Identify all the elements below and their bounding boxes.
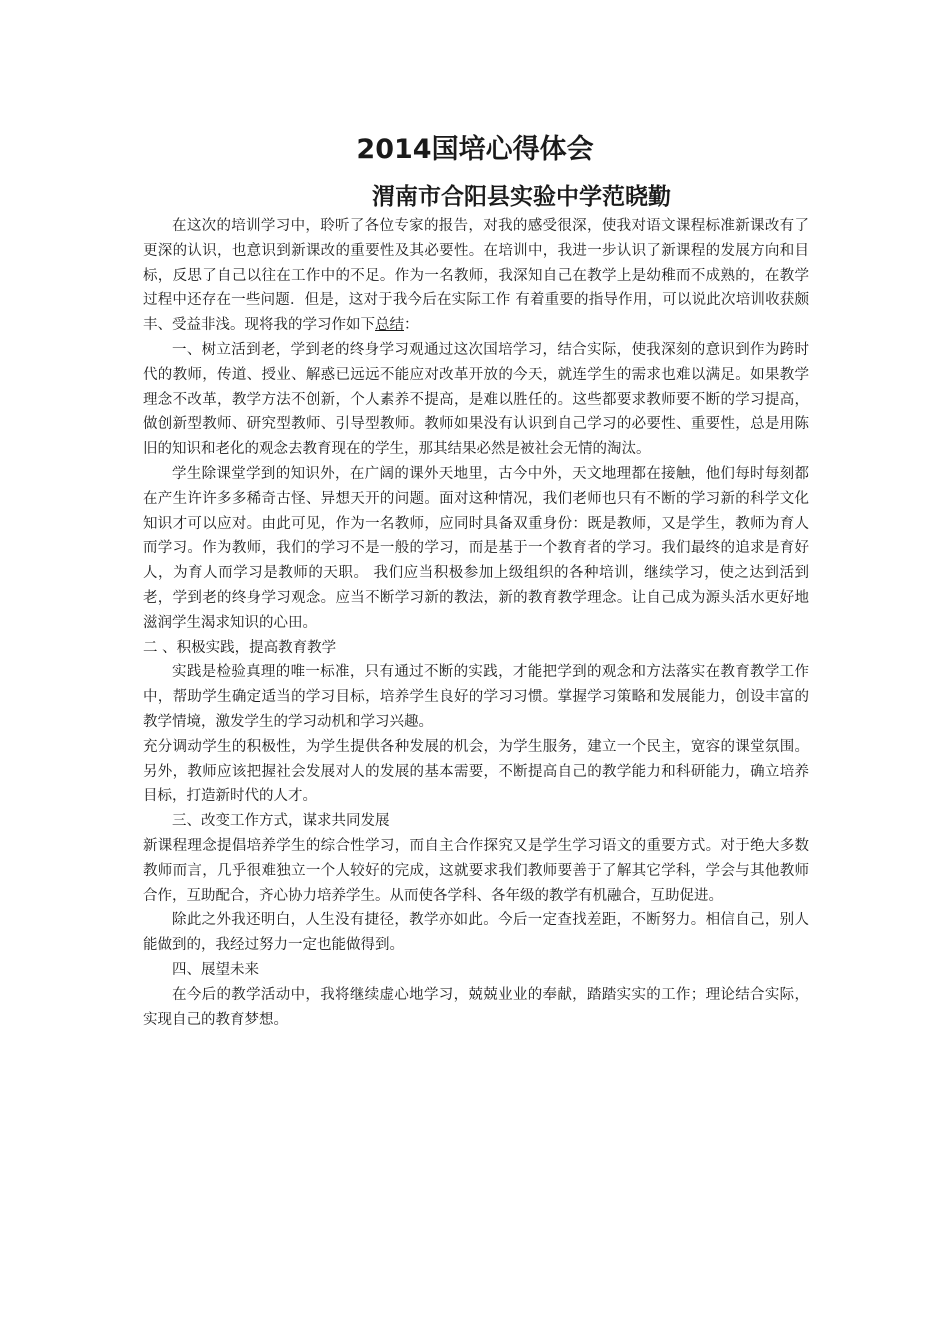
section1-paragraph-2: 学生除课堂学到的知识外，在广阔的课外天地里，古今中外，天文地理都在接触，他们每时每刻都在产生许许多多稀奇古怪、异想天开的问题。面对这种情况，我们老师也只有不断的学习新的科学文化知识才可以应对。由此可见，作为一名教师，应同时具备双重身份：既是教师，又是学生，教师为育人而学习。作为教师，我们的学习不是一般的学习，而是基于一个教育者的学习。我们最终的追求是育好人，为育人而学习是教师的天职。 我们应当积极参加上级组织的各种培训，继续学习，使之达到活到老，学到老的终身学习观念。应当不断学习新的教法，新的教育教学理念。让自己成为源头活水更好地滋润学生渴求知识的心田。: [143, 465, 809, 631]
section2-paragraph-1: 实践是检验真理的唯一标准，只有通过不断的实践，才能把学到的观念和方法落实在教育教学工作中，帮助学生确定适当的学习目标，培养学生良好的学习习惯。掌握学习策略和发展能力，创设丰富的教学情境，激发学生的学习动机和学习兴趣。: [143, 664, 809, 730]
underlined-word: 总结: [375, 317, 404, 334]
section3-paragraph-2: 除此之外我还明白，人生没有捷径，教学亦如此。今后一定查找差距，不断努力。相信自己，别人能做到的，我经过努力一定也能做得到。: [143, 912, 809, 954]
intro-paragraph: [143, 214, 809, 338]
document-body: [143, 214, 809, 1032]
author-line: 渭南市合阳县实验中学范晓勤: [372, 184, 671, 210]
section3-heading: 三、改变工作方式，谋求共同发展: [172, 813, 390, 830]
section4-paragraph-1: 在今后的教学活动中，我将继续虚心地学习，兢兢业业的奉献，踏踏实实的工作；理论结合实际，实现自己的教育梦想。: [143, 986, 809, 1028]
intro-end: ：: [404, 317, 419, 334]
section2-paragraph-2: 充分调动学生的积极性，为学生提供各种发展的机会，为学生服务，建立一个民主，宽容的课堂氛围。另外，教师应该把握社会发展对人的发展的基本需要，不断提高自己的教学能力和科研能力，确立培养目标，打造新时代的人才。: [143, 738, 809, 805]
section4-heading: 四、展望未来: [172, 961, 259, 978]
intro-text: 在这次的培训学习中，聆听了各位专家的报告，对我的感受很深，使我对语文课程标准新课改有了更深的认识，也意识到新课改的重要性及其必要性。在培训中，我进一步认识了新课程的发展方向和目标，反思了自己以往在工作中的不足。作为一名教师，我深知自己在教学上是幼稚而不成熟的，在教学过程中还存在一些问题．但是，这对于我今后在实际工作 有着重要的指导作用，可以说此次培训收获颇丰、受益非浅。现将我的学习作如下: [143, 218, 809, 334]
document-title: 2014国培心得体会: [356, 134, 594, 165]
section1-paragraph-1: 一、树立活到老，学到老的终身学习观通过这次国培学习，结合实际，使我深刻的意识到作为跨时代的教师，传道、授业、解惑已远远不能应对改革开放的今天，就连学生的需求也难以满足。如果教学理念不改革，教学方法不创新，个人素养不提高，是难以胜任的。这些都要求教师要不断的学习提高，做创新型教师、研究型教师、引导型教师。教师如果没有认识到自己学习的必要性、重要性，总是用陈旧的知识和老化的观念去教育现在的学生，那其结果必然是被社会无情的淘汰。: [143, 341, 809, 458]
section3-paragraph-1: 新课程理念提倡培养学生的综合性学习，而自主合作探究又是学生学习语文的重要方式。对于绝大多数教师而言，几乎很难独立一个人较好的完成，这就要求我们教师要善于了解其它学科，学会与其他教师合作，互助配合，齐心协力培养学生。从而使各学科、各年级的教学有机融合，互助促进。: [143, 837, 809, 904]
section2-heading: 二 、积极实践，提高教育教学: [143, 639, 337, 656]
